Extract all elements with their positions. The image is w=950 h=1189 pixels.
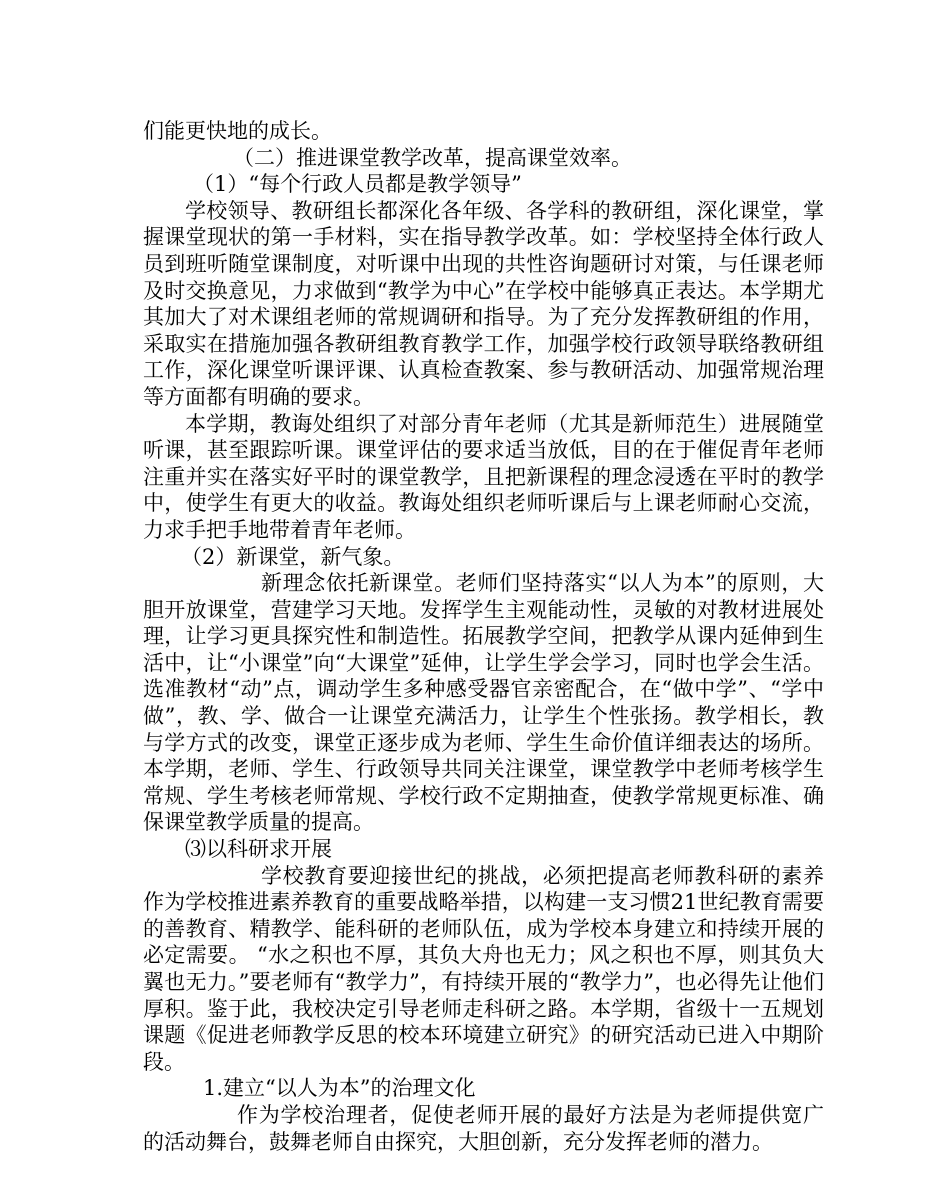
section-heading-2: （二）推进课堂教学改革，提高课堂效率。 — [233, 145, 632, 170]
paragraph-leadership: 学校领导、教研组长都深化各年级、各学科的教研组，深化课堂，掌握课堂现状的第一手材料，实在指导教学改革。如：学校坚持全体行政人员到班听随堂课制度，对听课中出现的共性咨询题研讨对策，与任课老师及时交换意见，力求做到“教学为中心”在学校中能够真正表达。本学期尤其加大了对术课组老师的常规调研和指导。为了充分发挥教研组的作用，采取实在措施加强各教研组教育教学工作，加强学校行政领导联络教研组工作，深化课堂听课评课、认真检查教案、参与教研活动、加强常规治理等方面都有明确的要求。 — [143, 198, 824, 409]
subheading-2: （2）新课堂，新气象。 — [181, 544, 405, 569]
paragraph-research: 学校教育要迎接世纪的挑战，必须把提高老师教科研的素养作为学校推进素养教育的重要战略举措，以构建一支习惯21世纪教育需要的善教育、精教学、能科研的老师队伍，成为学校本身建立和持续开展的必定需要。 “水之积也不厚，其负大舟也无力；风之积也不厚，则其负大翼也无力。”要老师有“教学力”，有持续开展的“教学力”，也必得先让他们厚积。鉴于此，我校决定引导老师走科研之路。本学期，省级十一五规划课题《促进老师教学反思的校本环境建立研究》的研究活动已进入中期阶段。 — [143, 863, 824, 1074]
document-page — [143, 118, 824, 1155]
paragraph-new-classroom: 新理念依托新课堂。老师们坚持落实“以人为本”的原则，大胆开放课堂，营建学习天地。发挥学生主观能动性，灵敏的对教材进展处理，让学习更具探究性和制造性。拓展教学空间，把教学从课内延伸到生活中，让“小课堂”向“大课堂”延伸，让学生学会学习，同时也学会生活。选准教材“动”点，调动学生多种感受器官亲密配合，在“做中学”、“学中做”，教、学、做合一让课堂充满活力，让学生个性张扬。教学相长，教与学方式的改变，课堂正逐步成为老师、学生生命价值详细表达的场所。本学期，老师、学生、行政领导共同关注课堂，课堂教学中老师考核学生常规、学生考核老师常规、学校行政不定期抽查，使教学常规更标准、确保课堂教学质量的提高。 — [143, 571, 824, 835]
subheading-1: （1）“每个行政人员都是教学领导” — [193, 172, 522, 197]
subheading-numbered-1: 1.建立“以人为本”的治理文化 — [203, 1076, 476, 1101]
subheading-3: ⑶以科研求开展 — [185, 837, 332, 862]
paragraph-management: 作为学校治理者，促使老师开展的最好方法是为老师提供宽广的活动舞台，鼓舞老师自由探究，大胆创新，充分发挥老师的潜力。 — [143, 1102, 824, 1154]
paragraph-young-teachers: 本学期，教诲处组织了对部分青年老师（尤其是新师范生）进展随堂听课，甚至跟踪听课。课堂评估的要求适当放低，目的在于催促青年老师注重并实在落实好平时的课堂教学，且把新课程的理念浸透在平时的教学中，使学生有更大的收益。教诲处组织老师听课后与上课老师耐心交流，力求手把手地带着青年老师。 — [143, 411, 824, 542]
paragraph-continuation: 们能更快地的成长。 — [143, 119, 332, 143]
